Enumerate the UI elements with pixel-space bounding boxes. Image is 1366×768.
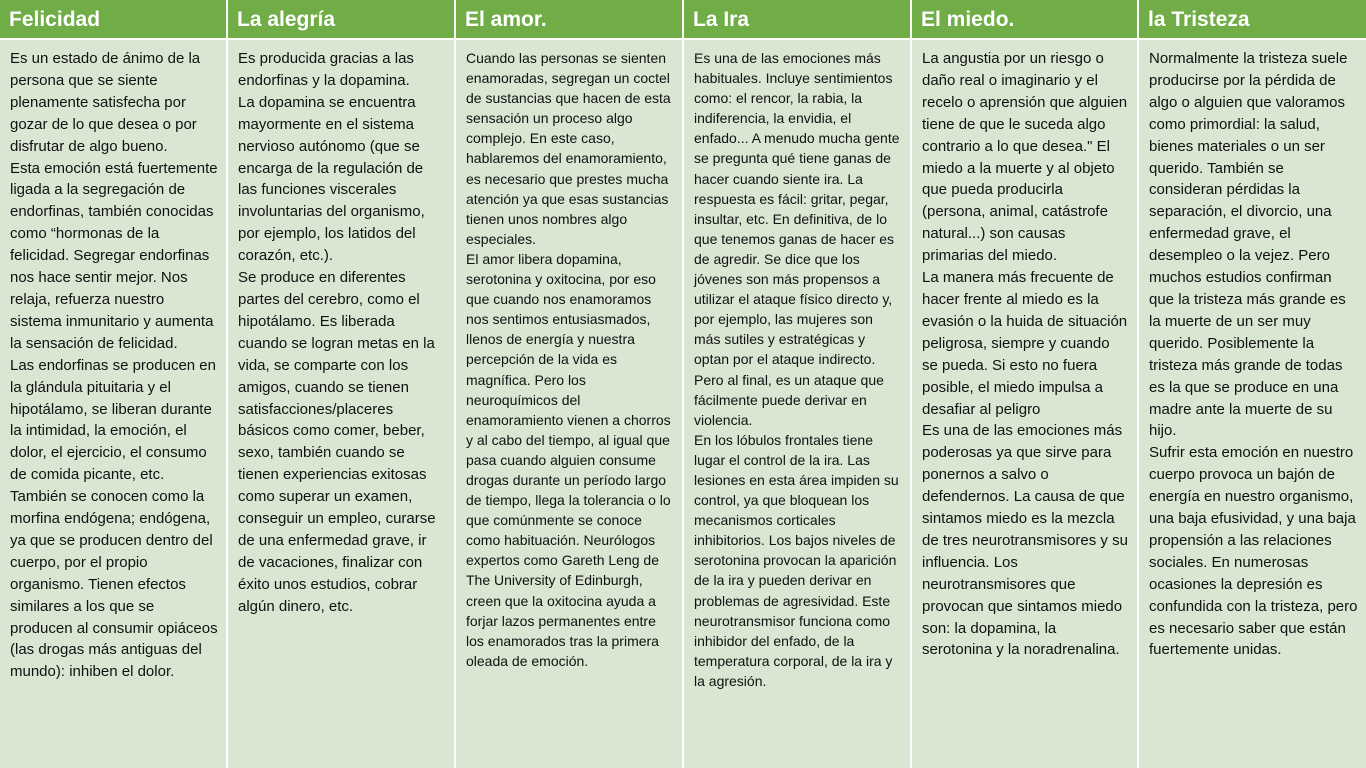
- column-body-amor: [456, 40, 684, 768]
- paragraph: La manera más frecuente de hacer frente al miedo es la evasión o la huida de situación peligrosa, siempre y cuando se pueda. Si esto no fuera posible, el miedo impulsa a desafiar al peligro: [922, 269, 1128, 418]
- column-body-miedo: [912, 40, 1139, 768]
- paragraph: Es producida gracias a las endorfinas y la dopamina.: [238, 50, 414, 89]
- paragraph: Es una de las emociones más habituales. Incluye sentimientos como: el rencor, la rabia, la indiferencia, la envidia, el enfado... A menudo mucha gente se pregunta qué tiene ganas de hacer cuando siente ira. La respuesta es fácil: gritar, pegar, insultar, etc. En definitiva, de lo que tenemos ganas de hacer es de agredir. Se dice que los jóvenes son más propensos a utilizar el ataque físico directo y, por ejemplo, las mujeres son más sutiles y estratégicas y optan por el ataque indirecto. Pero al final, es un ataque que fácilmente puede derivar en violencia.: [694, 50, 900, 428]
- paragraph: Esta emoción está fuertemente ligada a la segregación de endorfinas, también conocidas como “hormonas de la felicidad. Segregar endorfinas nos hace sentir mejor. Nos relaja, refuerza nuestro sistema inmunitario y aumenta la sensación de felicidad.: [10, 159, 218, 352]
- paragraph: El amor libera dopamina, serotonina y oxitocina, por eso que cuando nos enamoramos nos sentimos entusiasmados, llenos de energía y nuestra percepción de la vida es magnífica. Pero los neuroquímicos del enamoramiento vienen a chorros y al cabo del tiempo, al igual que pasa cuando alguien consume drogas durante un período largo de tiempo, llega la tolerancia o lo que comúnmente se conoce como habituación. Neurólogos expertos como Gareth Leng de The University of Edinburgh, creen que la oxitocina ayuda a forjar lazos permanentes entre los enamorados tras la primera oleada de emoción.: [466, 250, 671, 669]
- column-body-alegria: [228, 40, 456, 768]
- column-body-ira: [684, 40, 912, 768]
- column-header-ira: La Ira: [684, 0, 912, 40]
- paragraph: También se conocen como la morfina endógena; endógena, ya que se producen dentro del cuerpo, por el propio organismo. Tienen efectos similares a los que se producen al consumir opiáceos (las drogas más antiguas del mundo): inhiben el dolor.: [10, 488, 218, 681]
- column-body-felicidad: [0, 40, 228, 768]
- column-header-alegria: La alegría: [228, 0, 456, 40]
- paragraph: La angustia por un riesgo o daño real o imaginario y el recelo o aprensión que alguien tiene de que le suceda algo contrario a lo que desea." El miedo a la muerte y al objeto que pueda producirla (persona, animal, catástrofe natural...) son causas primarias del miedo.: [922, 50, 1128, 265]
- column-body-tristeza: [1139, 40, 1366, 768]
- paragraph: Es un estado de ánimo de la persona que se siente plenamente satisfecha por gozar de lo que desea o por disfrutar de algo bueno.: [10, 50, 201, 155]
- paragraph: Las endorfinas se producen en la glándula pituitaria y el hipotálamo, se liberan durante la intimidad, la emoción, el dolor, el ejercicio, el consumo de comida picante, etc.: [10, 356, 216, 484]
- paragraph: Se produce en diferentes partes del cerebro, como el hipotálamo. Es liberada cuando se logran metas en la vida, se comparte con los amigos, cuando se tienen satisfacciones/placeres básicos como comer, beber, sexo, también cuando se tienen experiencias exitosas como superar un examen, conseguir un empleo, curarse de una enfermedad grave, ir de vacaciones, finalizar con éxito unos estudios, cobrar algún dinero, etc.: [238, 269, 436, 615]
- paragraph: Es una de las emociones más poderosas ya que sirve para ponernos a salvo o defendernos. La causa de que sintamos miedo es la mezcla de tres neurotransmisores y su influencia. Los neurotransmisores que provocan que sintamos miedo son: la dopamina, la serotonina y la noradrenalina.: [922, 422, 1128, 659]
- column-header-amor: El amor.: [456, 0, 684, 40]
- column-header-tristeza: la Tristeza: [1139, 0, 1366, 40]
- paragraph: Sufrir esta emoción en nuestro cuerpo provoca un bajón de energía en nuestro organismo, una baja efusividad, y una baja propensión a las relaciones sociales. En numerosas ocasiones la depresión es confundida con la tristeza, pero es necesario saber que están fuertemente unidas.: [1149, 444, 1358, 659]
- paragraph: Cuando las personas se sienten enamoradas, segregan un coctel de sustancias que hacen de esta sensación un proceso algo complejo. En este caso, hablaremos del enamoramiento, es necesario que prestes mucha atención ya que esas sustancias tienen unos nombres algo especiales.: [466, 50, 671, 247]
- paragraph: La dopamina se encuentra mayormente en el sistema nervioso autónomo (que se encarga de la regulación de las funciones viscerales involuntarias del organismo, por ejemplo, los latidos del corazón, etc.).: [238, 93, 425, 265]
- column-header-miedo: El miedo.: [912, 0, 1139, 40]
- paragraph: Normalmente la tristeza suele producirse por la pérdida de algo o alguien que valoramos como primordial: la salud, bienes materiales o un ser querido. También se consideran pérdidas la separación, el divorcio, una enfermedad grave, el desempleo o la vejez. Pero muchos estudios confirman que la tristeza más grande es la muerte de un ser muy querido. Posiblemente la tristeza más grande de todas es la que se produce en una madre ante la muerte de su hijo.: [1149, 50, 1348, 440]
- paragraph: En los lóbulos frontales tiene lugar el control de la ira. Las lesiones en esta área impiden su control, ya que bloquean los mecanismos corticales inhibitorios. Los bajos niveles de serotonina provocan la aparición de la ira y pueden derivar en problemas de agresividad. Este neurotransmisor funciona como inhibidor del enfado, de la temperatura corporal, de la ira y la agresión.: [694, 431, 899, 689]
- column-header-felicidad: Felicidad: [0, 0, 228, 40]
